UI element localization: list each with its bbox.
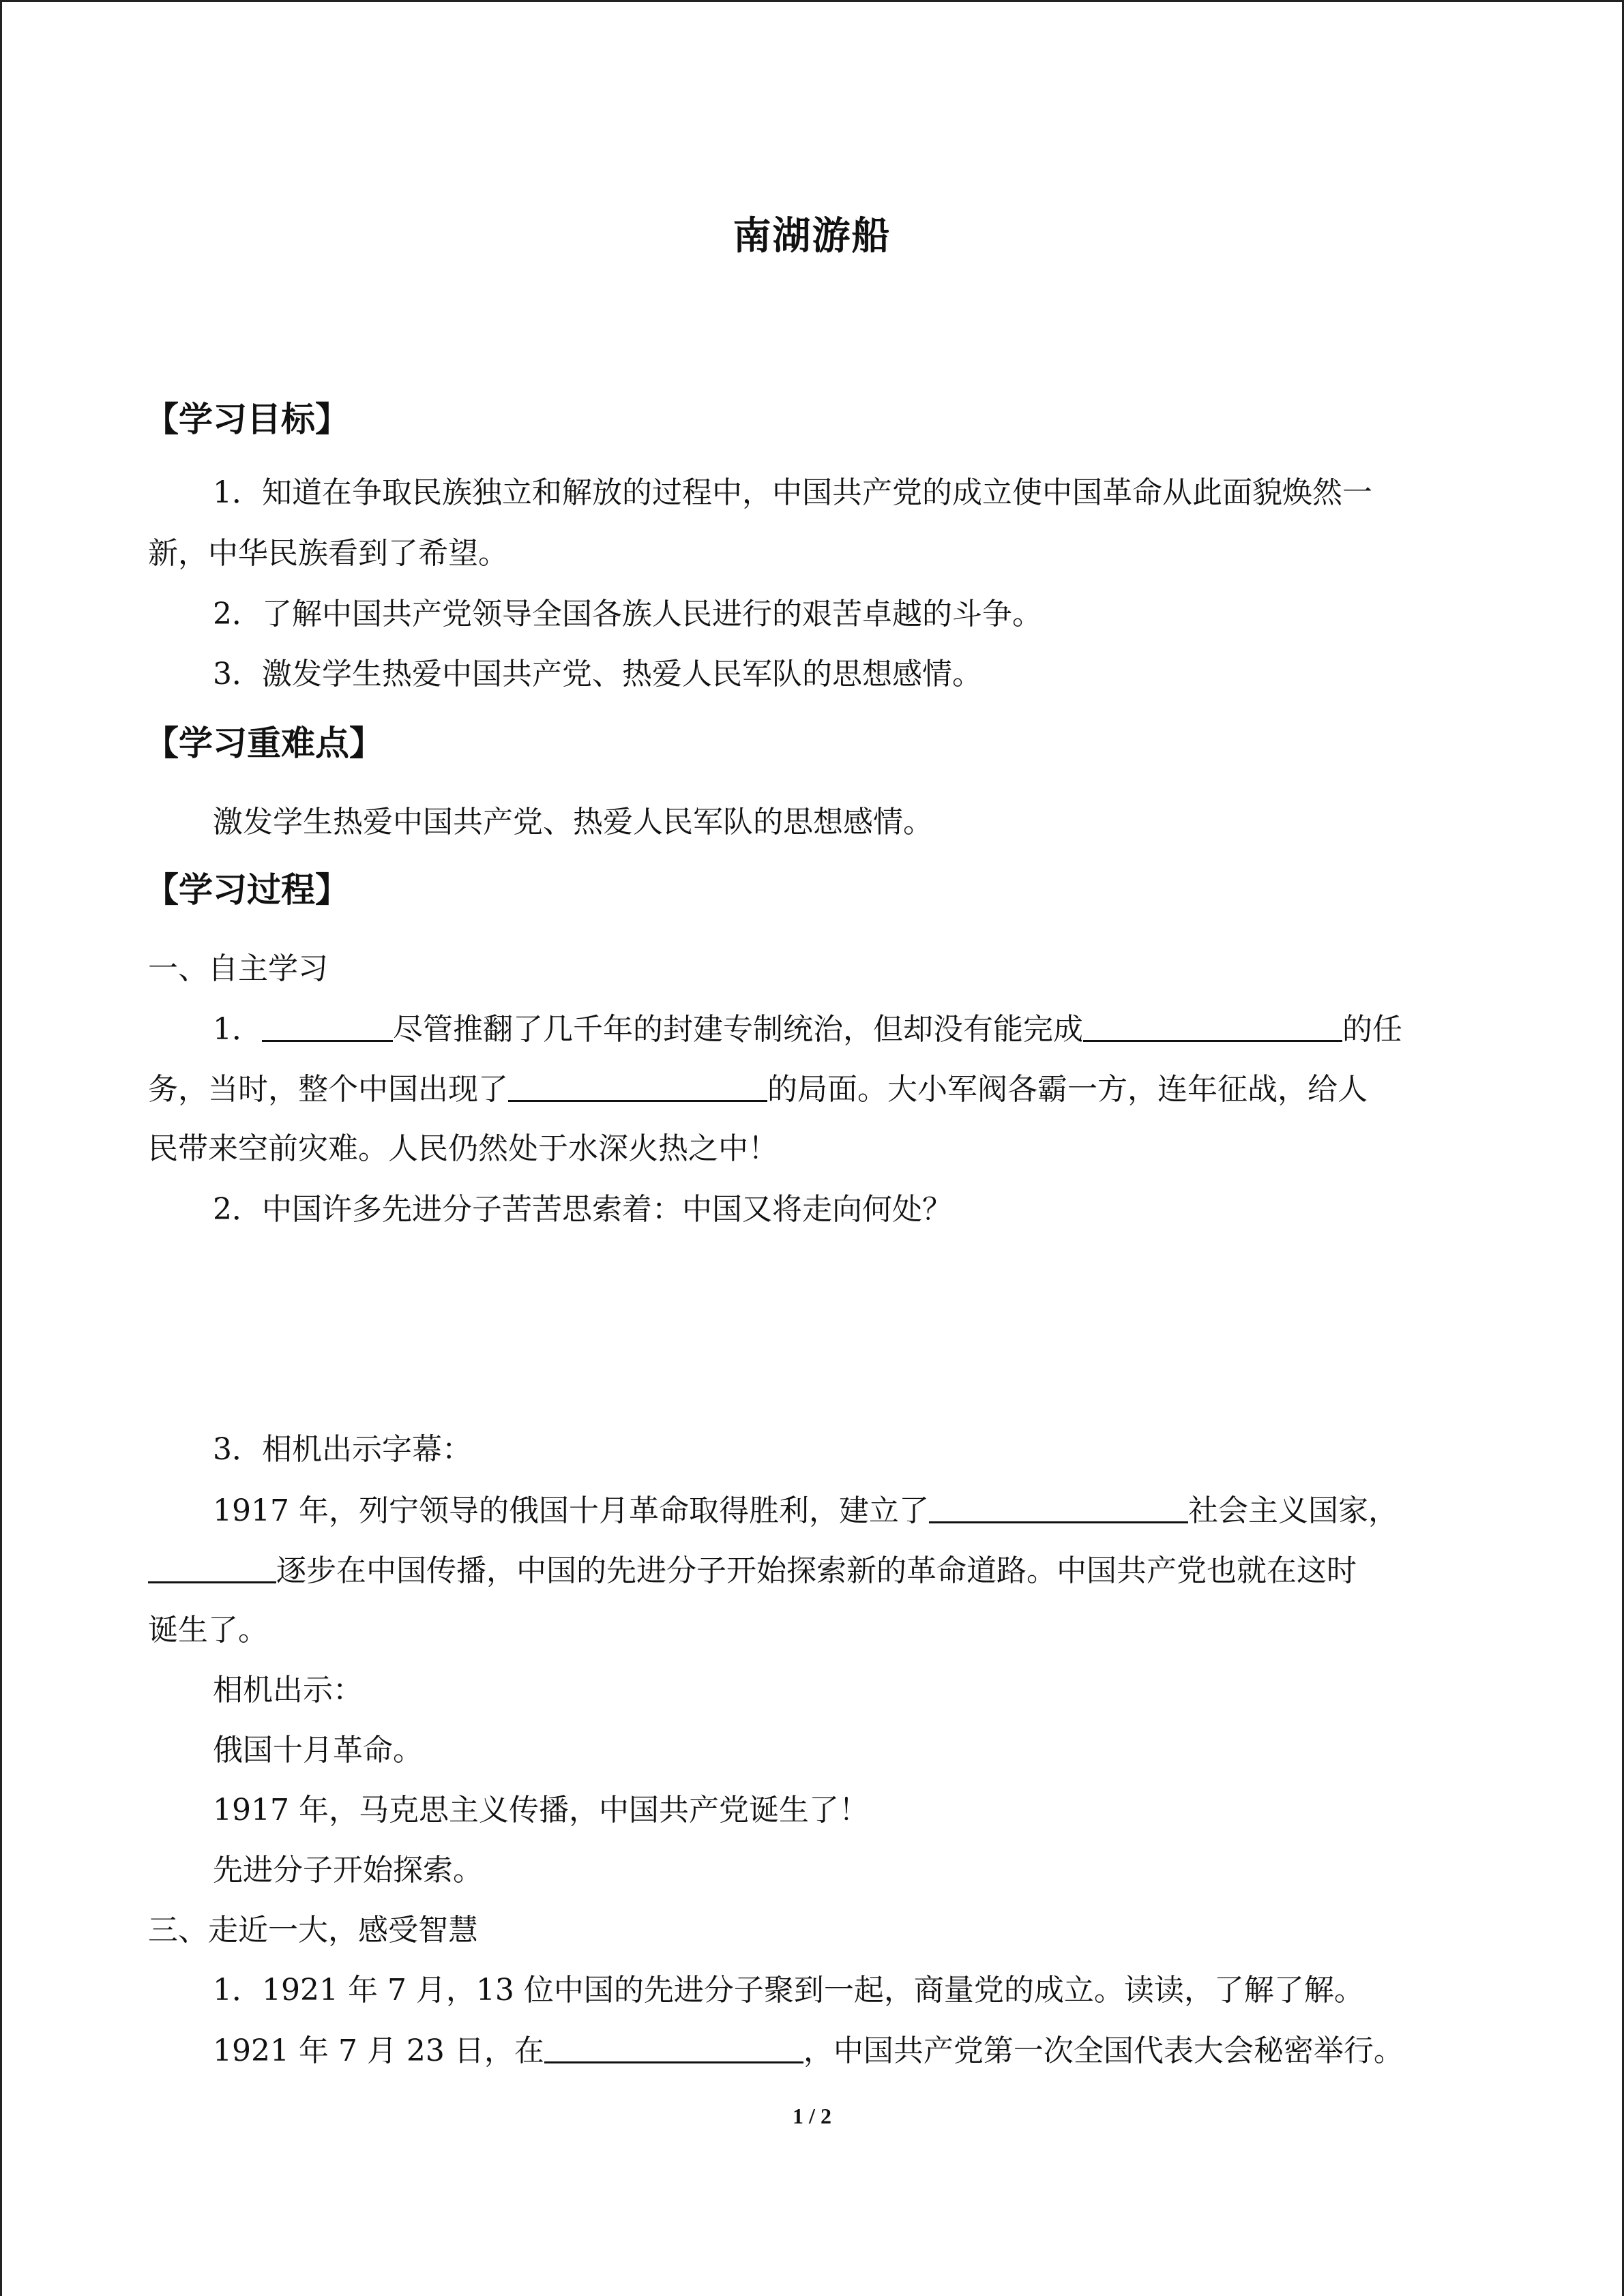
fill-blank[interactable] <box>1083 1009 1342 1042</box>
question-3: 3．相机出示字幕： <box>213 1432 472 1467</box>
heading-key-points: 【学习重难点】 <box>145 724 383 763</box>
question-1-text-b: 的任 <box>1342 1012 1402 1047</box>
fill-blank[interactable] <box>508 1069 767 1102</box>
part-3-question-1: 1．1921 年 7 月，13 位中国的先进分子聚到一起，商量党的成立。读读，了解了解。 <box>213 1973 1364 2008</box>
fill-blank[interactable] <box>148 1550 276 1583</box>
question-3-line-c: 诞生了。 <box>148 1613 268 1648</box>
heading-learning-goals: 【学习目标】 <box>145 400 349 439</box>
part-3-question-2-text-a: 1921 年 7 月 23 日，在 <box>213 2033 544 2068</box>
page-border-left <box>0 0 2 2296</box>
question-1-text-a: 尽管推翻了几千年的封建专制统治，但却没有能完成 <box>393 1012 1083 1047</box>
question-1-text-d: 的局面。大小军阀各霸一方，连年征战，给人 <box>767 1072 1368 1107</box>
part-3-question-2 <box>213 2030 1404 2072</box>
show-item-3: 先进分子开始探索。 <box>213 1853 483 1888</box>
goal-2: 2．了解中国共产党领导全国各族人民进行的艰苦卓越的斗争。 <box>213 597 1042 631</box>
part-1-title: 一、自主学习 <box>148 951 328 986</box>
show-item-1: 俄国十月革命。 <box>213 1733 423 1768</box>
question-3-text-a: 1917 年，列宁领导的俄国十月革命取得胜利，建立了 <box>213 1493 929 1528</box>
question-1-line-c: 民带来空前灾难。人民仍然处于水深火热之中！ <box>148 1131 778 1166</box>
question-1-text-c: 务，当时，整个中国出现了 <box>148 1072 508 1107</box>
document-title: 南湖游船 <box>733 214 891 258</box>
show-item-2: 1917 年，马克思主义传播，中国共产党诞生了！ <box>213 1793 869 1828</box>
goal-1-line-b: 新，中华民族看到了希望。 <box>148 536 508 571</box>
fill-blank[interactable] <box>262 1009 393 1042</box>
heading-learning-process: 【学习过程】 <box>145 870 349 910</box>
question-1-line-a <box>213 1009 1402 1050</box>
question-3-line-b <box>148 1550 1357 1592</box>
key-point-1: 激发学生热爱中国共产党、热爱人民军队的思想感情。 <box>213 805 933 839</box>
part-3-title: 三、走近一大，感受智慧 <box>148 1913 478 1948</box>
goal-3: 3．激发学生热爱中国共产党、热爱人民军队的思想感情。 <box>213 657 982 691</box>
question-3-text-c: 逐步在中国传播，中国的先进分子开始探索新的革命道路。中国共产党也就在这时 <box>276 1553 1357 1588</box>
page-number: 1 / 2 <box>793 2104 831 2128</box>
question-1-line-b <box>148 1069 1368 1110</box>
question-1-number: 1． <box>213 1012 262 1047</box>
part-3-question-2-text-b: ，中国共产党第一次全国代表大会秘密举行。 <box>803 2033 1404 2068</box>
question-3-text-b: 社会主义国家， <box>1187 1493 1398 1528</box>
show-label: 相机出示： <box>213 1673 363 1708</box>
question-3-line-a <box>213 1490 1398 1532</box>
goal-1-line-a: 1．知道在争取民族独立和解放的过程中，中国共产党的成立使中国革命从此面貌焕然一 <box>213 475 1372 510</box>
fill-blank[interactable] <box>929 1490 1188 1523</box>
fill-blank[interactable] <box>544 2030 803 2063</box>
question-2: 2．中国许多先进分子苦苦思索着：中国又将走向何处？ <box>213 1192 952 1227</box>
page-border-top <box>0 0 1624 2</box>
